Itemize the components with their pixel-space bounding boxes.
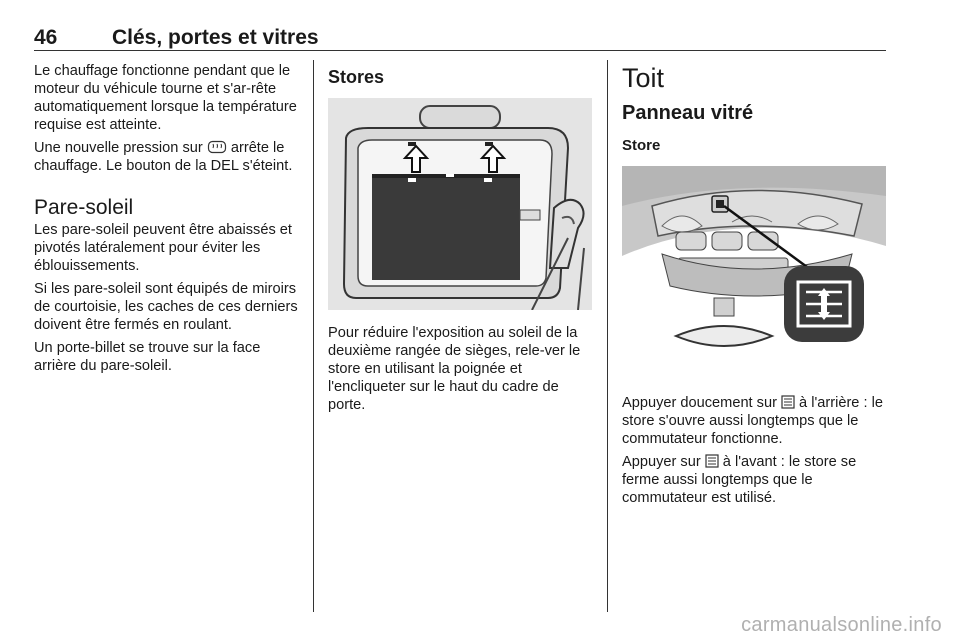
text-run: Une nouvelle pression sur — [34, 140, 207, 156]
blind-open-paragraph — [622, 394, 886, 448]
heater-paragraph: Le chauffage fonctionne pendant que le moteur du véhicule tourne et s'ar-rête automatiquement lorsque la température requise est atteinte. — [34, 63, 297, 133]
column-2 — [328, 62, 592, 419]
blind-close-paragraph — [622, 453, 886, 507]
page-header — [34, 26, 886, 52]
sunvisor-paragraph-3: Un porte-billet se trouve sur la face arrière du pare-soleil. — [34, 340, 261, 374]
sunblind-switch-icon — [705, 454, 719, 468]
heading-blinds: Stores — [328, 67, 385, 87]
page-number: 46 — [34, 26, 58, 49]
heater-stop-paragraph — [34, 139, 298, 175]
heading-glass-panel: Panneau vitré — [622, 102, 754, 124]
text-run: à l'avant : le store se ferme aussi longtemps que le commutateur est utilisé. — [622, 454, 857, 506]
text-run: Appuyer sur — [622, 454, 705, 470]
text-run: Appuyer doucement sur — [622, 395, 781, 411]
roof-console-illustration — [622, 166, 886, 366]
rear-window-heater-icon — [207, 140, 227, 154]
column-3 — [622, 62, 886, 512]
running-title: Clés, portes et vitres — [112, 26, 319, 49]
column-divider-2 — [607, 60, 608, 612]
heading-sunvisor: Pare-soleil — [34, 196, 134, 219]
text-run: à l'arrière : le store s'ouvre aussi longtemps que le commutateur fonctionne. — [622, 395, 883, 447]
sunvisor-paragraph-1: Les pare-soleil peuvent être abaissés et pivotés latéralement pour éviter les éblouissements. — [34, 222, 292, 274]
blind-illustration — [328, 98, 592, 310]
blinds-paragraph: Pour réduire l'exposition au soleil de la deuxième rangée de sièges, rele-ver le store en utilisant la poignée et l'encliqueter sur le haut du cadre de porte. — [328, 325, 581, 413]
heading-blind: Store — [622, 137, 661, 154]
column-1 — [34, 62, 298, 380]
text-run: arrête le chauffage. Le bouton de la DEL s'éteint. — [34, 140, 293, 174]
heading-roof: Toit — [622, 63, 665, 93]
sunvisor-paragraph-2: Si les pare-soleil sont équipés de miroirs de courtoisie, les caches de ces derniers doivent être fermés en roulant. — [34, 281, 298, 333]
sunblind-switch-icon — [781, 395, 795, 409]
watermark: carmanualsonline.info — [741, 614, 942, 636]
column-divider-1 — [313, 60, 314, 612]
header-rule — [34, 50, 886, 51]
